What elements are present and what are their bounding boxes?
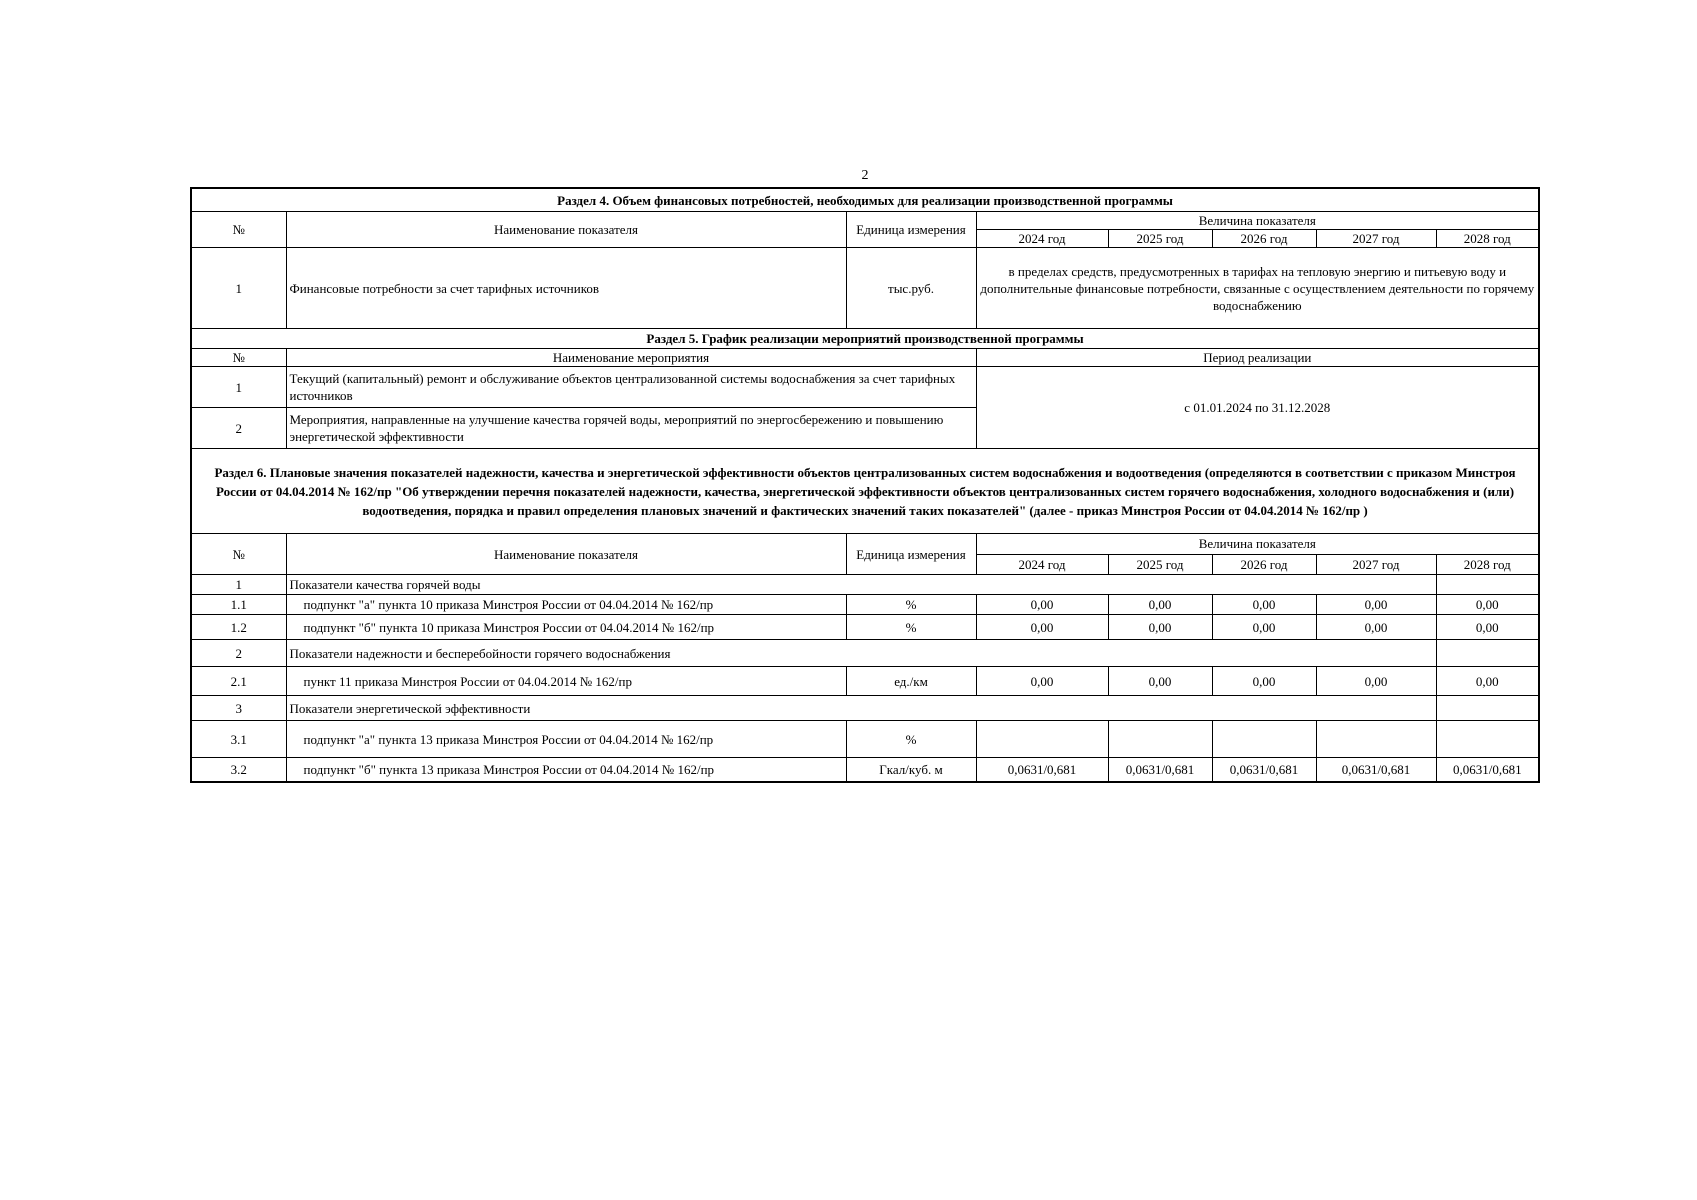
indicator-value bbox=[1212, 721, 1316, 758]
indicator-value: 0,00 bbox=[1436, 667, 1539, 696]
indicator-group-row bbox=[191, 640, 1539, 667]
indicator-unit: % bbox=[846, 615, 976, 640]
indicator-row bbox=[191, 595, 1539, 615]
section4-header-row bbox=[191, 212, 1539, 230]
indicator-value: 0,0631/0,681 bbox=[1316, 758, 1436, 783]
group-name: Показатели надежности и бесперебойности горячего водоснабжения bbox=[286, 640, 1436, 667]
indicator-name: подпункт "б" пункта 13 приказа Минстроя России от 04.04.2014 № 162/пр bbox=[286, 758, 846, 783]
row-num: 2 bbox=[191, 408, 286, 449]
year-header: 2024 год bbox=[976, 230, 1108, 248]
indicator-value: 0,00 bbox=[1316, 667, 1436, 696]
indicator-value: 0,0631/0,681 bbox=[1436, 758, 1539, 783]
indicator-unit: % bbox=[846, 595, 976, 615]
indicator-group-row bbox=[191, 575, 1539, 595]
section5-header-row bbox=[191, 349, 1539, 367]
indicator-value: 0,00 bbox=[1212, 615, 1316, 640]
num-header: № bbox=[191, 212, 286, 248]
section4-title: Раздел 4. Объем финансовых потребностей, необходимых для реализации производственной программы bbox=[191, 188, 1539, 212]
indicator-value bbox=[1108, 721, 1212, 758]
indicator-value: 0,00 bbox=[976, 667, 1108, 696]
section6-title: Раздел 6. Плановые значения показателей надежности, качества и энергетической эффективности объектов централизованных систем водоснабжения и водоотведения (определяются в соответствии с приказом Минстроя России от 04.04.2014 № 162/пр "Об утверждении перечня показателей надежности, качества, энергетической эффективности объектов централизованных систем горячего водоснабжения, холодного водоснабжения и (или) водоотведения, порядка и правил определения плановых значений и фактических значений таких показателей" (далее - приказ Минстроя России от 04.04.2014 № 162/пр ) bbox=[191, 449, 1539, 534]
indicator-row bbox=[191, 615, 1539, 640]
row-num: 3.2 bbox=[191, 758, 286, 783]
indicator-group-row bbox=[191, 696, 1539, 721]
indicator-value: 0,0631/0,681 bbox=[976, 758, 1108, 783]
indicator-name: подпункт "а" пункта 13 приказа Минстроя России от 04.04.2014 № 162/пр bbox=[286, 721, 846, 758]
implementation-period: с 01.01.2024 по 31.12.2028 bbox=[976, 367, 1539, 449]
year-header: 2028 год bbox=[1436, 230, 1539, 248]
num-header: № bbox=[191, 534, 286, 575]
indicator-name: подпункт "а" пункта 10 приказа Минстроя России от 04.04.2014 № 162/пр bbox=[286, 595, 846, 615]
year-header: 2028 год bbox=[1436, 554, 1539, 575]
section4-row bbox=[191, 248, 1539, 329]
row-unit: тыс.руб. bbox=[846, 248, 976, 329]
year-header: 2026 год bbox=[1212, 230, 1316, 248]
indicator-unit: % bbox=[846, 721, 976, 758]
group-name: Показатели энергетической эффективности bbox=[286, 696, 1436, 721]
indicator-value: 0,00 bbox=[976, 595, 1108, 615]
indicator-value: 0,0631/0,681 bbox=[1212, 758, 1316, 783]
indicator-value: 0,00 bbox=[1108, 615, 1212, 640]
indicator-value: 0,00 bbox=[1436, 615, 1539, 640]
indicator-value: 0,00 bbox=[1212, 667, 1316, 696]
value-header: Величина показателя bbox=[976, 534, 1539, 555]
indicator-value: 0,0631/0,681 bbox=[1108, 758, 1212, 783]
section4-title-row bbox=[191, 188, 1539, 212]
row-num: 1.2 bbox=[191, 615, 286, 640]
row-name: Финансовые потребности за счет тарифных источников bbox=[286, 248, 846, 329]
row-num: 1.1 bbox=[191, 595, 286, 615]
unit-header: Единица измерения bbox=[846, 534, 976, 575]
year-header: 2027 год bbox=[1316, 554, 1436, 575]
indicator-value: 0,00 bbox=[976, 615, 1108, 640]
indicator-value: 0,00 bbox=[1316, 595, 1436, 615]
indicator-unit: ед./км bbox=[846, 667, 976, 696]
row-num: 2.1 bbox=[191, 667, 286, 696]
financial-value-note: в пределах средств, предусмотренных в тарифах на тепловую энергию и питьевую воду и дополнительные финансовые потребности, связанные с осуществлением деятельности по горячему водоснабжению bbox=[976, 248, 1539, 329]
row-num: 1 bbox=[191, 248, 286, 329]
year-header: 2025 год bbox=[1108, 230, 1212, 248]
indicator-row bbox=[191, 758, 1539, 783]
unit-header: Единица измерения bbox=[846, 212, 976, 248]
indicator-name-header: Наименование показателя bbox=[286, 212, 846, 248]
event-name: Мероприятия, направленные на улучшение качества горячей воды, мероприятий по энергосбережению и повышению энергетической эффективности bbox=[286, 408, 976, 449]
indicator-value: 0,00 bbox=[1316, 615, 1436, 640]
row-num: 1 bbox=[191, 367, 286, 408]
year-header: 2027 год bbox=[1316, 230, 1436, 248]
indicator-name: подпункт "б" пункта 10 приказа Минстроя России от 04.04.2014 № 162/пр bbox=[286, 615, 846, 640]
indicator-value bbox=[1316, 721, 1436, 758]
row-num: 2 bbox=[191, 640, 286, 667]
section5-row bbox=[191, 367, 1539, 408]
row-num: 1 bbox=[191, 575, 286, 595]
indicator-row bbox=[191, 721, 1539, 758]
year-header: 2026 год bbox=[1212, 554, 1316, 575]
indicator-value: 0,00 bbox=[1108, 595, 1212, 615]
indicator-value bbox=[976, 721, 1108, 758]
indicator-name-header: Наименование показателя bbox=[286, 534, 846, 575]
year-header: 2024 год bbox=[976, 554, 1108, 575]
indicator-value: 0,00 bbox=[1212, 595, 1316, 615]
section6-header-row bbox=[191, 534, 1539, 555]
indicator-value bbox=[1436, 721, 1539, 758]
row-num: 3 bbox=[191, 696, 286, 721]
group-name: Показатели качества горячей воды bbox=[286, 575, 1436, 595]
indicator-value: 0,00 bbox=[1436, 595, 1539, 615]
section5-title-row bbox=[191, 329, 1539, 349]
section5-title: Раздел 5. График реализации мероприятий производственной программы bbox=[191, 329, 1539, 349]
value-header: Величина показателя bbox=[976, 212, 1539, 230]
page-number: 2 bbox=[861, 168, 869, 183]
year-header: 2025 год bbox=[1108, 554, 1212, 575]
indicator-name: пункт 11 приказа Минстроя России от 04.04.2014 № 162/пр bbox=[286, 667, 846, 696]
row-num: 3.1 bbox=[191, 721, 286, 758]
empty-cell bbox=[1436, 575, 1539, 595]
empty-cell bbox=[1436, 640, 1539, 667]
indicator-value: 0,00 bbox=[1108, 667, 1212, 696]
num-header: № bbox=[191, 349, 286, 367]
section6-title-row bbox=[191, 449, 1539, 534]
indicator-row bbox=[191, 667, 1539, 696]
empty-cell bbox=[1436, 696, 1539, 721]
event-name: Текущий (капитальный) ремонт и обслуживание объектов централизованной системы водоснабжения за счет тарифных источников bbox=[286, 367, 976, 408]
period-header: Период реализации bbox=[976, 349, 1539, 367]
event-name-header: Наименование мероприятия bbox=[286, 349, 976, 367]
indicator-unit: Гкал/куб. м bbox=[846, 758, 976, 783]
program-table bbox=[190, 187, 1540, 783]
